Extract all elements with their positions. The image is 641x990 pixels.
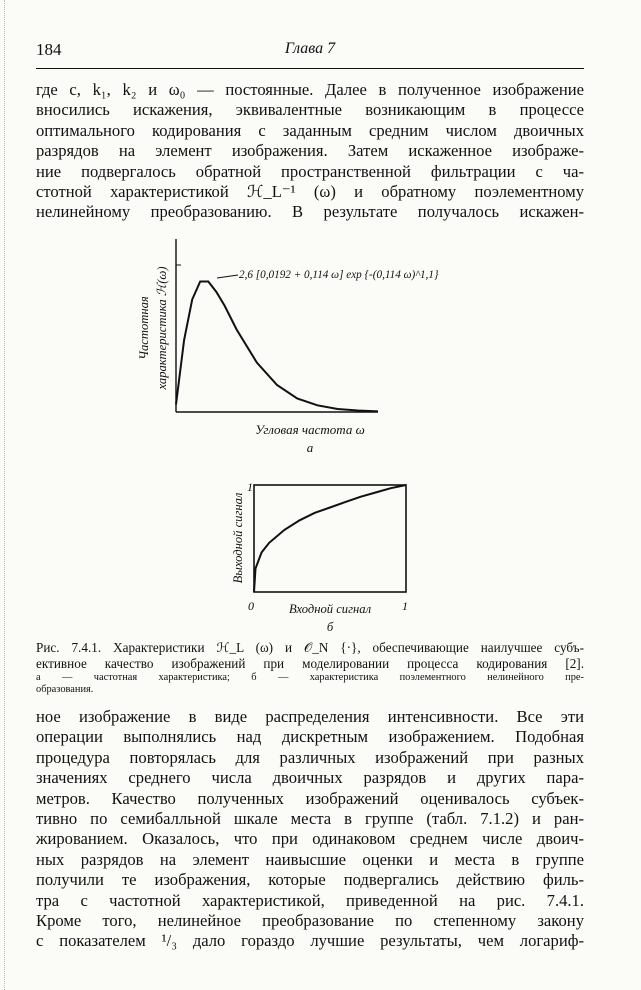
paragraph-top	[36, 80, 584, 223]
text-line: значениях среднего числа двоичных разрядов и других пара-	[36, 768, 584, 788]
figure-b-ylabel: Выходной сигнал	[231, 492, 245, 584]
text-line: жированием. Оказалось, что при одинаковом среднем числе двоич-	[36, 829, 584, 849]
figure-a-ylabel-line1: Частотная	[137, 296, 151, 360]
scan-edge	[4, 0, 6, 990]
text-line: вносились искажения, эквивалентные возникающим в процессе	[36, 100, 584, 120]
page-header	[36, 40, 584, 64]
text-line: ное изображение в виде распределения интенсивности. Все эти	[36, 707, 584, 726]
figure-b-xlabel: Входной сигнал	[288, 602, 372, 616]
text-line: метров. Качество полученных изображений оценивалось субъек-	[36, 788, 584, 808]
text-line: ных разрядов на элемент наивысшие оценки и места в группе	[36, 849, 584, 869]
chapter-title: Глава 7	[284, 40, 336, 57]
figure-b-tick-y1: 1	[247, 480, 253, 494]
text-line: процедура повторялась для различных изображений при разных	[36, 747, 584, 767]
figure-a-letter: а	[306, 440, 314, 455]
text-line: операции выполнялись над дискретным изображением. Подобная	[36, 727, 584, 747]
text-line: тра с частотной характеристикой, приведенной на рис. 7.4.1.	[36, 890, 584, 910]
figure-a-curve	[176, 282, 378, 412]
text-line: где c, k₁, k₂ и ω₀ — постоянные. Далее в полученное изображение	[36, 80, 584, 99]
figure-a-frequency-response	[120, 232, 520, 460]
text-line: нелинейному преобразованию. В результате получалось искажен-	[36, 202, 584, 222]
figure-a-ylabel-line2: характеристика ℋ(ω)	[155, 266, 169, 390]
legend-line: а — частотная характеристика; б — характеристика поэлементного нелинейного пре-	[36, 672, 584, 683]
caption-line: ективное качество изображений при моделировании процесса кодирования [2].	[36, 656, 584, 671]
text-line: ние подвергалось обратной пространственной фильтрации с ча-	[36, 161, 584, 181]
text-line: тивно по семибалльной шкале места в группе (табл. 7.1.2) и ран-	[36, 808, 584, 828]
formula-annotation: 2,6 [0,0192 + 0,114 ω] exp {-(0,114 ω)^1,1}	[239, 269, 439, 281]
text-line: Кроме того, нелинейное преобразование по степенному закону	[36, 910, 584, 930]
header-rule	[36, 68, 584, 69]
page-number: 184	[36, 40, 62, 59]
figure-b-nonlinear-transform	[220, 478, 440, 644]
formula-leader-line	[217, 275, 238, 278]
figure-legend	[36, 672, 584, 696]
figure-b-frame	[254, 485, 406, 592]
figure-caption	[36, 640, 584, 672]
caption-line: Рис. 7.4.1. Характеристики ℋ_L (ω) и 𝒪_N {·}, обеспечивающие наилучшее субъ-	[36, 640, 584, 655]
figure-b-tick-x1: 1	[402, 599, 408, 613]
text-line: стотной характеристикой ℋ_L⁻¹ (ω) и обратному поэлементному	[36, 181, 584, 201]
text-line: разрядов на элемент изображения. Затем искаженное изображе-	[36, 141, 584, 161]
figure-a-xlabel: Угловая частота ω	[255, 422, 365, 437]
figure-b-curve	[254, 485, 406, 592]
text-line: получили те изображения, которые подвергались действию филь-	[36, 870, 584, 890]
text-line: оптимального кодирования с заданным средним числом двоичных	[36, 120, 584, 140]
figure-b-letter: б	[326, 620, 334, 634]
text-line: с показателем ¹/₃ дало гораздо лучшие результаты, чем логариф-	[36, 931, 584, 951]
legend-line: образования.	[36, 684, 94, 695]
figure-b-tick-x0: 0	[248, 599, 254, 613]
paragraph-bottom	[36, 707, 584, 952]
